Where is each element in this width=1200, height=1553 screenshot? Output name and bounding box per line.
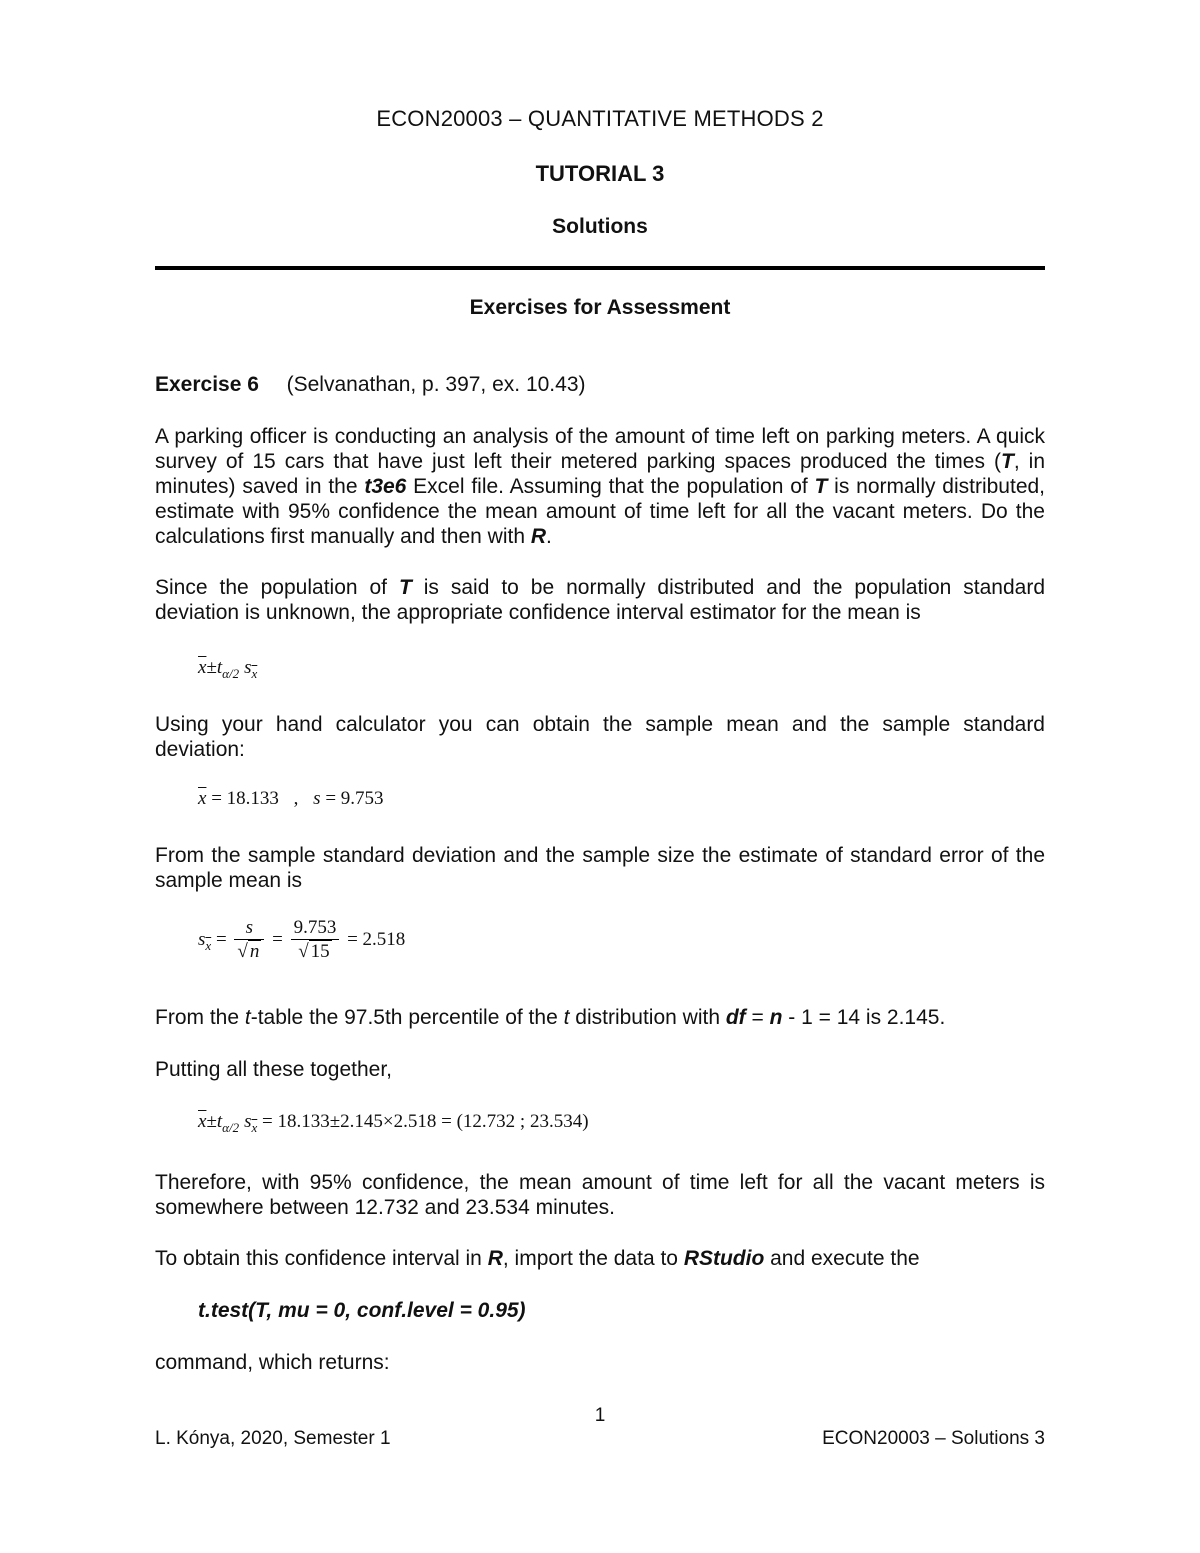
exercise-label: Exercise 6 [155, 373, 259, 396]
solution-paragraph-5: Putting all these together, [155, 1058, 392, 1081]
standard-error-formula: $s_{\overline{x}}$ = $\frac{s}{√ n}$ = $\frac{9.753}{√ 15}$ = 2.518 [198, 917, 406, 962]
r-command: t.test(T, mu = 0, conf.level = 0.95) [198, 1299, 526, 1322]
exercise-heading [155, 372, 1045, 397]
solution-paragraph-8: command, which returns: [155, 1351, 390, 1374]
solution-paragraph-6: Therefore, with 95% confidence, the mean amount of time left for all the vacant meters is somewhere between 12.732 and 23.534 minutes. [155, 1171, 1045, 1219]
ci-formula: $\overline{x}\pm t_{\alpha/2}$ $s_{\overline{x}}$ [198, 657, 258, 681]
solution-paragraph-4: From the t-table the 97.5th percentile of the t distribution with df = n - 1 = 14 is 2.145. [155, 1006, 946, 1029]
ci-computation: $\overline{x}\pm t_{\alpha/2}$ $s_{\overline{x}} = 18.133\pm 2.145\times 2.518 = (12.732$ ; 23.534) [198, 1111, 589, 1135]
footer-right: ECON20003 – Solutions 3 [822, 1428, 1045, 1449]
problem-statement: A parking officer is conducting an analysis of the amount of time left on parking meters. A quick survey of 15 cars that have just left their metered parking spaces produced the times (T, in minutes) saved in the t3e6 Excel file. Assuming that the population of T is normally distributed, estimate with 95% confidence the mean amount of time left for all the vacant meters. Do the calculations first manually and then with R. [155, 425, 1046, 548]
solution-paragraph-2: Using your hand calculator you can obtain the sample mean and the sample standard deviation: [155, 713, 1045, 761]
document-title: ECON20003 – QUANTITATIVE METHODS 2 [376, 106, 824, 131]
solution-paragraph-3: From the sample standard deviation and the sample size the estimate of standard error of the sample mean is [155, 844, 1045, 892]
page-number: 1 [594, 1405, 606, 1426]
document-subtitle: Solutions [552, 215, 648, 238]
footer-left: L. Kónya, 2020, Semester 1 [155, 1428, 391, 1449]
solution-paragraph-7: To obtain this confidence interval in R, import the data to RStudio and execute the [155, 1247, 920, 1270]
sample-stats: $\overline{x} = 18.133$ , s = 9.753 [198, 788, 384, 809]
header-divider [155, 266, 1045, 270]
solution-paragraph-1: Since the population of T is said to be normally distributed and the population standard deviation is unknown, the appropriate confidence interval estimator for the mean is [155, 576, 1045, 624]
exercise-source: (Selvanathan, p. 397, ex. 10.43) [286, 373, 586, 396]
section-title: Exercises for Assessment [469, 296, 731, 319]
tutorial-number: TUTORIAL 3 [535, 161, 665, 186]
